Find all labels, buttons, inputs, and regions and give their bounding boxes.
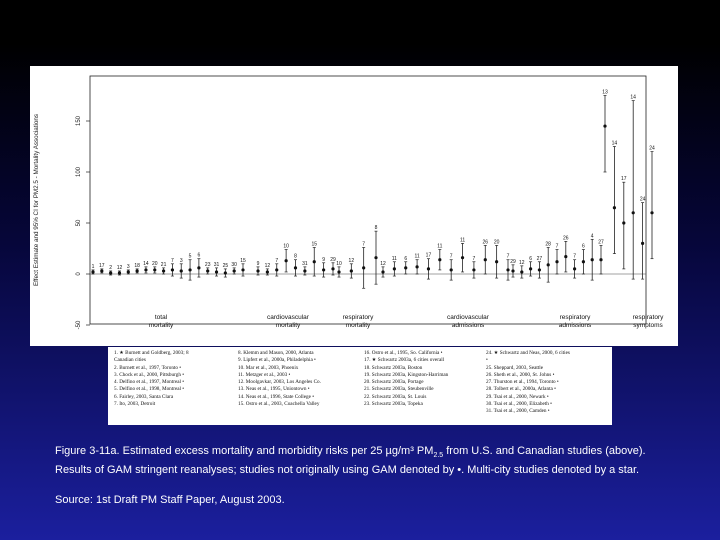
- point-estimate: [511, 269, 514, 272]
- study-label: 1: [91, 263, 95, 270]
- study-label: 30: [231, 261, 237, 268]
- study-label: 13: [602, 89, 608, 96]
- point-estimate: [206, 269, 209, 272]
- reference-entry: 24. ★ Schwartz and Neas, 2000, 6 cities: [486, 350, 570, 356]
- study-label: 2: [109, 264, 113, 271]
- study-label: 27: [536, 255, 543, 262]
- y-tick-label: -50: [76, 320, 82, 330]
- study-label: 12: [116, 264, 123, 271]
- chart-panel: [30, 66, 678, 346]
- study-label: 7: [275, 257, 279, 264]
- study-label: 17: [99, 262, 105, 269]
- study-label: 7: [449, 253, 453, 260]
- reference-entry: 6. Fairley, 2003, Santa Clara: [114, 393, 174, 400]
- study-label: 31: [213, 261, 220, 268]
- reference-entry: 1. ★ Burnett and Goldberg, 2003; 8: [114, 350, 189, 356]
- point-estimate: [438, 258, 441, 261]
- caption-text-1: Figure 3-11a. Estimated excess mortality and morbidity risks per 25 µg/m³ PM: [55, 445, 434, 457]
- reference-entry: 7. Ito, 2003, Detroit: [114, 401, 156, 408]
- point-estimate: [322, 268, 325, 271]
- reference-entry: 20. Schwartz 2003a, Portage: [364, 379, 424, 386]
- reference-entry: 25. Sheppard, 2003, Seattle: [486, 364, 544, 371]
- y-axis-label: Effect Estimate and 95% CI for PM2.5 - Mortality Associations: [33, 113, 40, 287]
- caption-subscript: 2.5: [433, 452, 444, 460]
- group-label: respiratory admissions: [558, 314, 592, 329]
- study-label: 17: [621, 176, 627, 183]
- study-label: 26: [563, 235, 569, 242]
- study-label: 3: [179, 257, 183, 264]
- study-label: 5: [188, 253, 192, 260]
- study-label: 12: [380, 260, 386, 267]
- study-label: 10: [283, 243, 289, 250]
- caption-text-2: from U.S. and Canadian studies (above). Results of GAM stringent reanalyses; studies not originally using GAM denoted by •. Multi-city studies denoted by a star.: [55, 445, 646, 477]
- point-estimate: [472, 268, 475, 271]
- reference-entry: 5. Delfino et al., 1998, Montreal •: [114, 386, 185, 393]
- point-estimate: [109, 271, 112, 274]
- group-label: total mortality: [148, 314, 174, 329]
- point-estimate: [153, 268, 156, 271]
- point-estimate: [294, 266, 297, 269]
- study-label: 15: [311, 241, 318, 248]
- point-estimate: [303, 269, 306, 272]
- group-label: respiratory symptoms: [632, 314, 664, 329]
- study-label: 9: [256, 260, 260, 267]
- y-tick-label: 0: [76, 272, 82, 276]
- point-estimate: [118, 271, 121, 274]
- point-estimate: [337, 270, 340, 273]
- study-label: 26: [482, 239, 489, 246]
- y-tick-label: 150: [76, 115, 82, 127]
- reference-entry: 29. Tsai et al., 2000, Newark •: [486, 393, 549, 400]
- reference-entry: 18. Schwartz 2003a, Boston: [364, 364, 423, 371]
- point-estimate: [599, 258, 602, 261]
- point-estimate: [461, 256, 464, 259]
- reference-entry: 21. Schwartz 2003a, Steubenville: [364, 386, 434, 393]
- point-estimate: [233, 269, 236, 272]
- point-estimate: [573, 267, 576, 270]
- point-estimate: [215, 270, 218, 273]
- point-estimate: [582, 260, 585, 263]
- reference-entry: 2. Burnett et al., 1997, Toronto •: [114, 364, 182, 371]
- point-estimate: [241, 268, 244, 271]
- reference-entry: 16. Ostro et al., 1995, So. California •: [364, 350, 443, 356]
- group-label: cardiovascular mortality: [267, 314, 309, 329]
- point-estimate: [520, 270, 523, 273]
- reference-entry: Canadian cities: [114, 357, 146, 364]
- study-label: 11: [437, 243, 443, 250]
- reference-column-4: [486, 350, 570, 416]
- study-label: 6: [197, 252, 201, 259]
- study-label: 7: [171, 257, 174, 264]
- point-estimate: [381, 270, 384, 273]
- reference-entry: 15. Ostro et al., 2003, Coachella Valley: [238, 401, 320, 408]
- study-label: 6: [529, 255, 532, 262]
- point-estimate: [641, 242, 644, 245]
- point-estimate: [632, 211, 635, 214]
- point-estimate: [404, 266, 407, 269]
- point-estimate: [484, 258, 487, 261]
- study-label: 17: [425, 252, 432, 259]
- reference-entry: 11. Metzger et al., 2003 •: [238, 371, 291, 378]
- point-estimate: [100, 269, 103, 272]
- point-estimate: [538, 268, 541, 271]
- point-estimate: [374, 256, 377, 259]
- reference-table: [108, 347, 612, 425]
- point-estimate: [650, 211, 653, 214]
- point-estimate: [188, 268, 191, 271]
- source-note: Source: 1st Draft PM Staff Paper, August 2003.: [55, 494, 285, 506]
- reference-entry: 9. Lipfert et al., 2000a, Philadelphia •: [238, 357, 316, 364]
- study-label: 27: [598, 239, 604, 246]
- study-label: 28: [545, 241, 551, 248]
- point-estimate: [162, 269, 165, 272]
- study-label: 14: [143, 260, 149, 267]
- point-estimate: [547, 263, 550, 266]
- point-estimate: [427, 267, 430, 270]
- study-label: 11: [459, 237, 466, 244]
- reference-entry: 10. Mar et al., 2003, Phoenix: [238, 364, 299, 371]
- reference-entry: 19. Schwartz 2003a, Kingston-Harriman: [364, 371, 449, 378]
- reference-entry: 26. Sheth et al., 2000, St. Johns •: [486, 371, 555, 378]
- study-label: 12: [348, 257, 355, 264]
- reference-column-2: [238, 350, 321, 408]
- point-estimate: [622, 221, 625, 224]
- study-label: 24: [649, 145, 655, 152]
- study-label: 7: [472, 255, 476, 262]
- study-label: 21: [160, 261, 167, 268]
- study-label: 6: [404, 255, 408, 262]
- reference-entry: 30. Tsai et al., 2000, Elizabeth •: [486, 401, 552, 408]
- study-label: 8: [374, 225, 378, 232]
- point-estimate: [275, 268, 278, 271]
- reference-entry: 12. Moolgavkar, 2003, Los Angeles Co.: [238, 379, 321, 386]
- point-estimate: [603, 125, 606, 128]
- point-estimate: [91, 270, 94, 273]
- point-estimate: [180, 269, 183, 272]
- reference-column-1: [114, 350, 189, 408]
- point-estimate: [450, 268, 453, 271]
- study-label: 6: [582, 243, 585, 250]
- y-tick-label: 50: [76, 219, 82, 227]
- reference-column-3: [364, 350, 448, 408]
- y-tick-label: 100: [76, 166, 82, 178]
- study-label: 12: [264, 262, 271, 269]
- point-estimate: [197, 266, 200, 269]
- study-label: 25: [222, 262, 229, 269]
- point-estimate: [613, 206, 616, 209]
- study-label: 15: [240, 257, 246, 264]
- reference-entry: 8. Klemm and Mason, 2000, Atlanta: [238, 350, 314, 356]
- study-label: 10: [336, 260, 342, 267]
- reference-entry: •: [486, 357, 488, 364]
- point-estimate: [362, 266, 365, 269]
- point-estimate: [350, 269, 353, 272]
- point-estimate: [415, 265, 418, 268]
- group-label: respiratory mortality: [342, 314, 374, 329]
- study-label: 7: [573, 253, 576, 260]
- point-estimate: [224, 271, 227, 274]
- reference-entry: 23. Schwartz 2003a, Topeka: [364, 401, 423, 408]
- study-label: 23: [204, 261, 211, 268]
- point-estimate: [256, 269, 259, 272]
- point-estimate: [591, 258, 594, 261]
- point-estimate: [555, 260, 558, 263]
- study-label: 11: [414, 253, 420, 260]
- study-label: 14: [630, 94, 636, 101]
- point-estimate: [127, 270, 130, 273]
- study-label: 11: [391, 255, 397, 262]
- reference-entry: 14. Neas et al., 1996, State College •: [238, 393, 315, 400]
- point-estimate: [495, 260, 498, 263]
- study-label: 7: [362, 241, 366, 248]
- study-label: 20: [493, 239, 500, 246]
- point-estimate: [285, 259, 288, 262]
- point-estimate: [266, 270, 269, 273]
- study-label: 18: [134, 262, 140, 269]
- point-estimate: [136, 269, 139, 272]
- point-estimate: [171, 268, 174, 271]
- study-label: 20: [151, 260, 158, 267]
- study-label: 14: [611, 140, 618, 147]
- point-estimate: [313, 260, 316, 263]
- study-label: 8: [294, 253, 297, 260]
- reference-entry: 27. Thurston et al., 1994, Toronto •: [486, 379, 559, 386]
- study-label: 24: [639, 196, 646, 203]
- group-label: cardiovascular admissions: [447, 314, 489, 329]
- reference-entry: 22. Schwartz 2003a, St. Louis: [364, 393, 427, 400]
- reference-entry: 3. Chock et al., 2000, Pittsburgh •: [114, 371, 185, 378]
- study-label: 9: [322, 256, 326, 263]
- point-estimate: [529, 267, 532, 270]
- reference-entry: 31. Tsai et al., 2000, Camden •: [486, 408, 550, 415]
- study-label: 4: [590, 233, 594, 240]
- study-label: 12: [519, 259, 525, 266]
- reference-entry: 13. Neas et al., 1995, Uniontown •: [238, 386, 310, 393]
- figure-caption: [55, 444, 675, 478]
- study-label: 31: [302, 260, 308, 267]
- reference-entry: 17. ★ Schwartz 2003a, 6 cities overall: [364, 357, 445, 364]
- study-label: 7: [506, 253, 510, 260]
- reference-entry: 28. Tolbert et al., 2000a, Atlanta •: [486, 386, 556, 393]
- point-estimate: [331, 267, 334, 270]
- point-estimate: [144, 268, 147, 271]
- study-label: 29: [510, 258, 516, 265]
- study-label: 7: [555, 243, 559, 250]
- plot-frame: [90, 76, 646, 324]
- reference-entry: 4. Delfino et al., 1997, Montreal •: [114, 379, 185, 386]
- point-estimate: [393, 267, 396, 270]
- point-estimate: [564, 255, 567, 258]
- study-label: 3: [126, 263, 130, 270]
- point-estimate: [506, 268, 509, 271]
- forest-plot: [30, 66, 678, 346]
- study-label: 29: [330, 256, 336, 263]
